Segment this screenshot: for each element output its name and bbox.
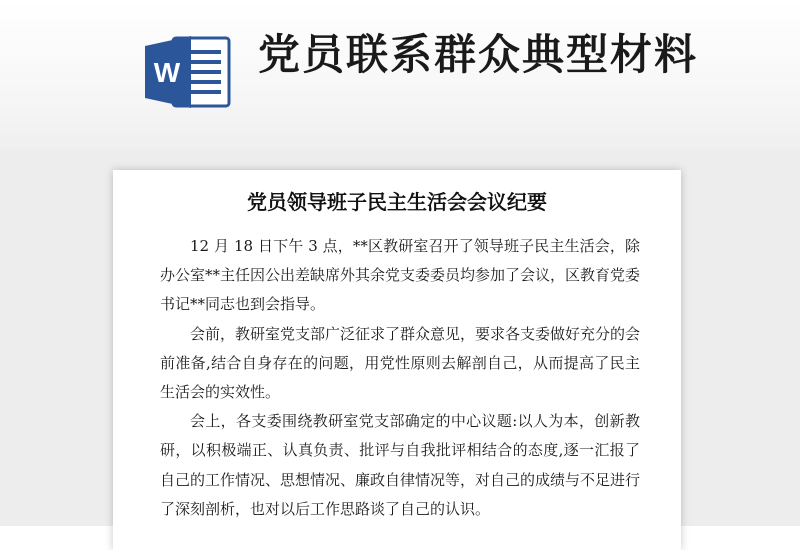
- document-paragraph: 会上，各支委围绕教研室党支部确定的中心议题:以人为本，创新教研，以积极端正、认真负责、批评与自我批评相结合的态度,逐一汇报了自己的工作情况、思想情况、廉政自律情况等，对自己的成绩与不足进行了深刻剖析，也对以后工作思路谈了自己的认识。: [160, 412, 641, 518]
- document-title: 党员领导班子民主生活会会议纪要: [247, 190, 547, 214]
- document-page: [113, 170, 681, 550]
- document-paragraph: 会前，教研室党支部广泛征求了群众意见，要求各支委做好充分的会前准备,结合自身存在的问题，用党性原则去解剖自己，从而提高了民主生活会的实效性。: [160, 324, 641, 402]
- word-document-icon: [143, 34, 233, 110]
- page-title: 党员联系群众典型材料: [258, 30, 699, 79]
- document-paragraph: 12 月 18 日下午 3 点，**区教研室召开了领导班子民主生活会，除办公室**主任因公出差缺席外其余党支委委员均参加了会议，区教育党委书记**同志也到会指导。: [160, 237, 641, 314]
- document-body: [160, 232, 640, 524]
- word-icon-letter: W: [153, 57, 181, 88]
